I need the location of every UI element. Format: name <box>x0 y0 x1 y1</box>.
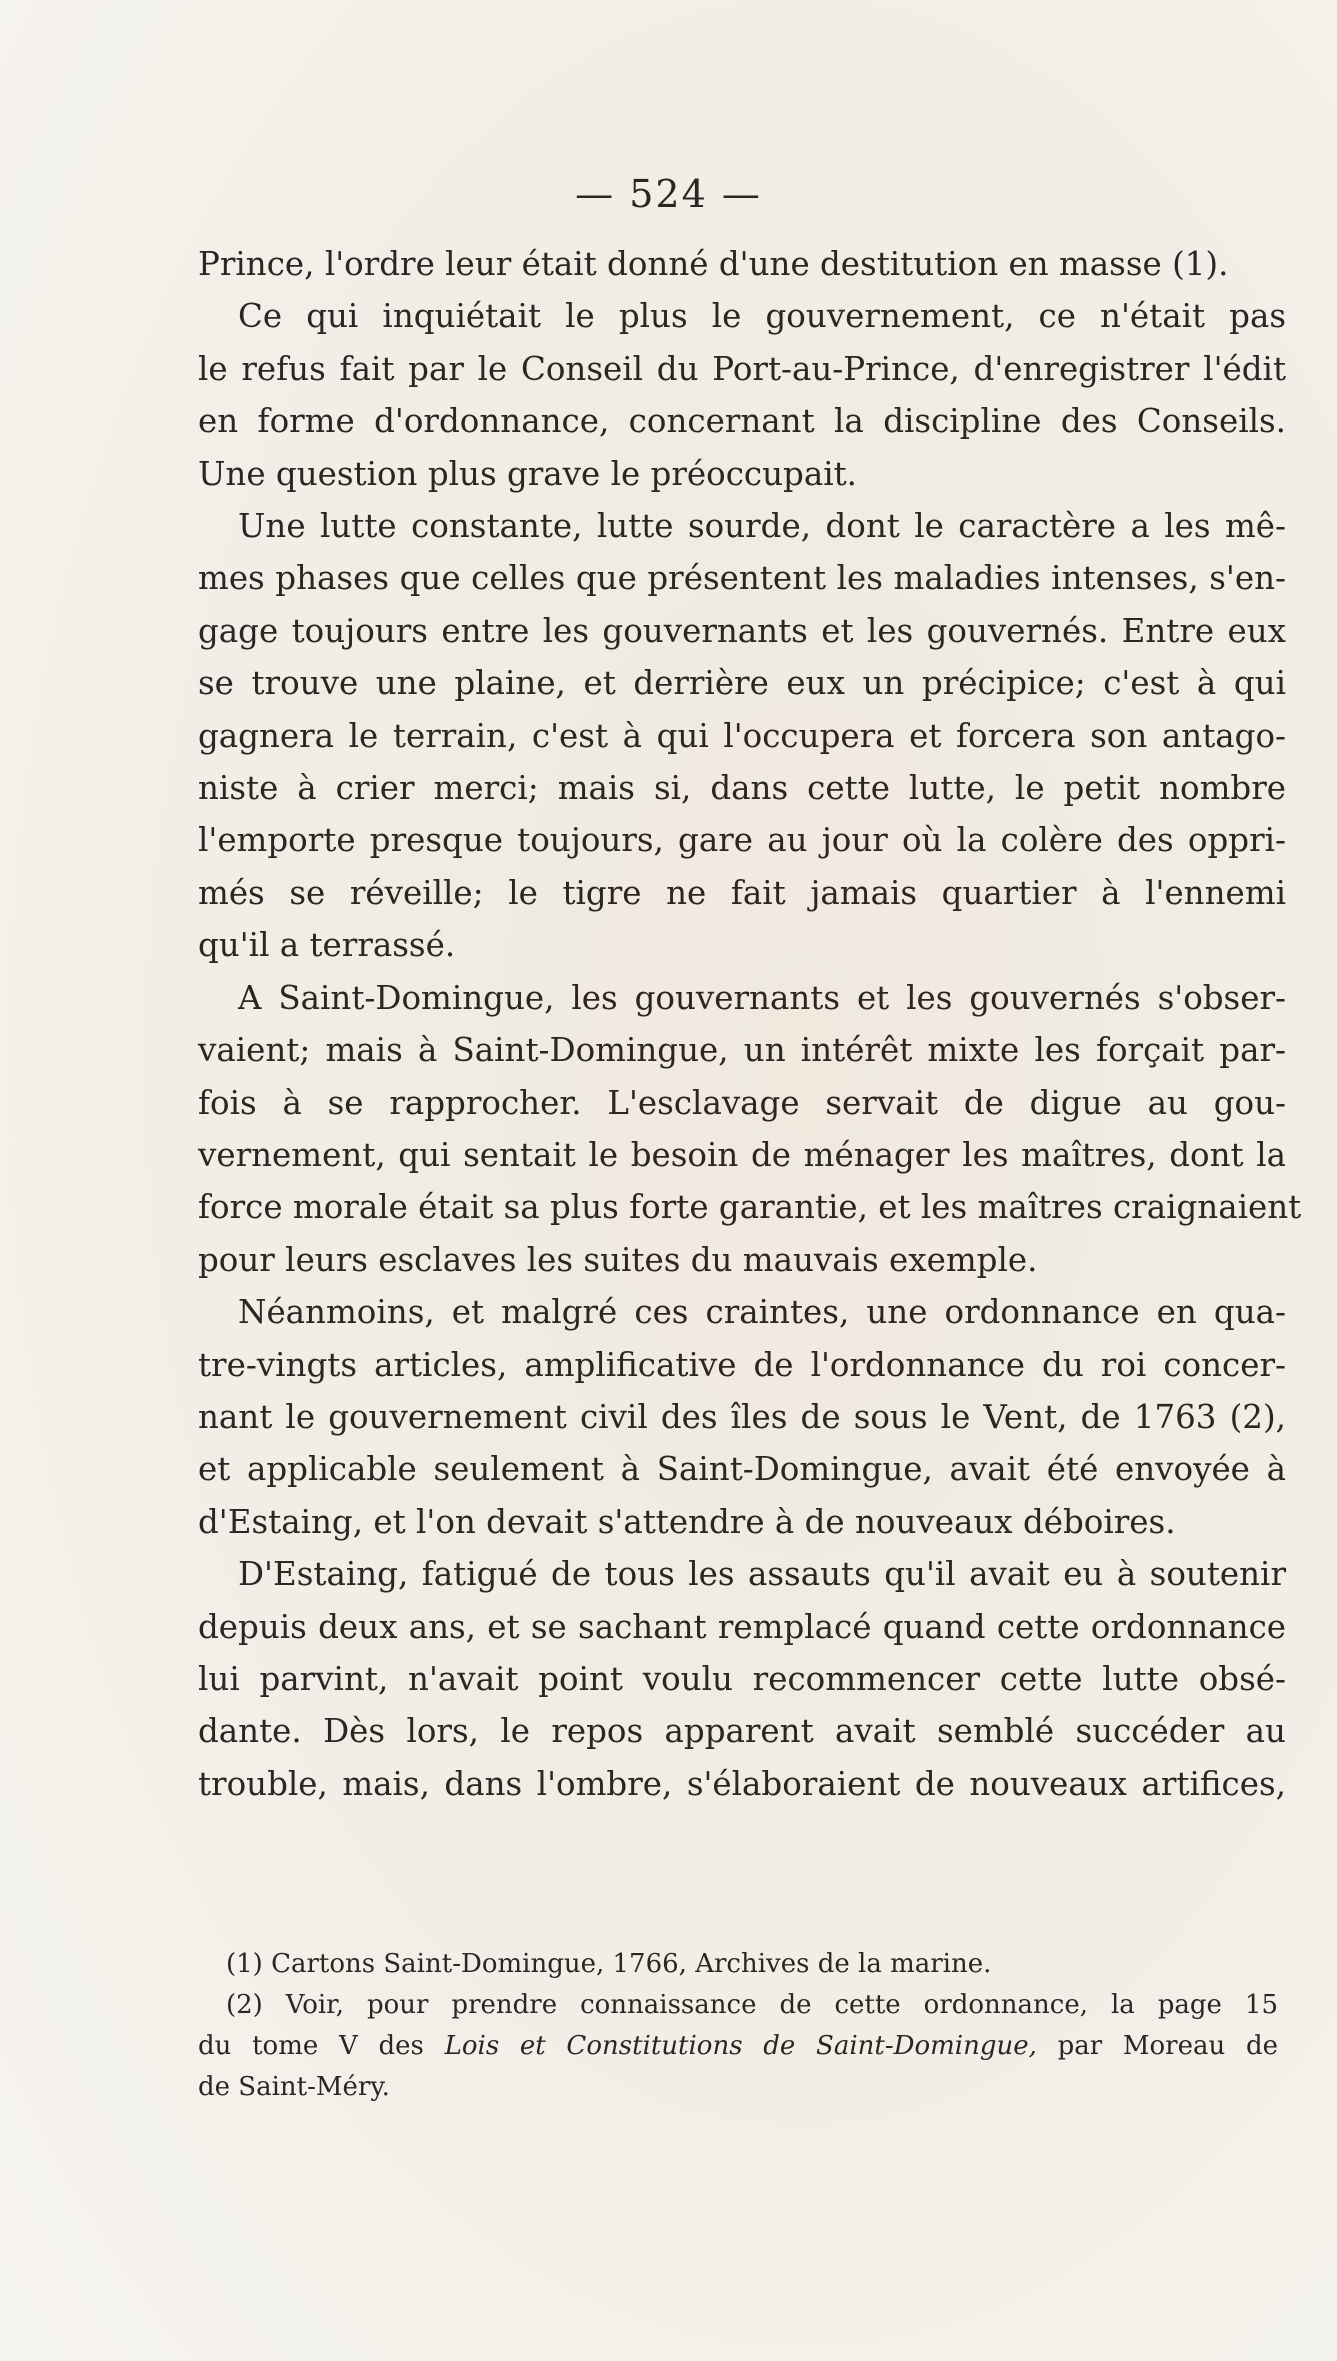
text-line: l'emporte presque toujours, gare au jour où la colère des oppri- <box>198 821 1286 860</box>
text-line: vaient; mais à Saint-Domingue, un intérêt mixte les forçait par- <box>198 1031 1286 1070</box>
footnotes <box>198 1944 1278 2108</box>
footnote-2-title: Lois et Constitutions de Saint-Domingue, <box>444 2031 1037 2061</box>
text-line: D'Estaing, fatigué de tous les assauts qu'il avait eu à soutenir <box>238 1555 1286 1594</box>
text-line: le refus fait par le Conseil du Port-au-Prince, d'enregistrer l'édit <box>198 349 1286 388</box>
text-line: fois à se rapprocher. L'esclavage servait de digue au gou- <box>198 1083 1286 1122</box>
text-line: Une lutte constante, lutte sourde, dont le caractère a les mê- <box>238 507 1286 546</box>
text-line: d'Estaing, et l'on devait s'attendre à de nouveaux déboires. <box>198 1502 1176 1541</box>
text-line: et applicable seulement à Saint-Domingue, avait été envoyée à <box>198 1450 1286 1489</box>
text-line: en forme d'ordonnance, concernant la discipline des Conseils. <box>198 402 1286 441</box>
footnote-2-text-b: par Moreau de <box>1036 2031 1278 2061</box>
text-line: qu'il a terrassé. <box>198 926 456 965</box>
text-line: Prince, l'ordre leur était donné d'une destitution en masse (1). <box>198 245 1229 283</box>
text-line: pour leurs esclaves les suites du mauvais exemple. <box>198 1240 1038 1279</box>
text-line: force morale était sa plus forte garantie, et les maîtres craignaient <box>198 1188 1302 1227</box>
footnote-2-line-1: (2) Voir, pour prendre connaissance de cette ordonnance, la page 15 <box>226 1990 1278 2020</box>
text-line: depuis deux ans, et se sachant remplacé quand cette ordonnance <box>198 1607 1286 1646</box>
text-line: niste à crier merci; mais si, dans cette lutte, le petit nombre <box>198 769 1286 808</box>
footnote-2-line-3: de Saint-Méry. <box>198 2072 390 2102</box>
text-line: gagnera le terrain, c'est à qui l'occupera et forcera son antago- <box>198 716 1286 755</box>
text-line: lui parvint, n'avait point voulu recommencer cette lutte obsé- <box>198 1659 1286 1698</box>
text-line: tre-vingts articles, amplificative de l'ordonnance du roi concer- <box>198 1345 1286 1384</box>
text-line: se trouve une plaine, et derrière eux un précipice; c'est à qui <box>198 664 1286 703</box>
text-line: A Saint-Domingue, les gouvernants et les gouvernés s'obser- <box>238 978 1286 1017</box>
footnote-2-line-2 <box>198 2026 1278 2067</box>
text-line: gage toujours entre les gouvernants et les gouvernés. Entre eux <box>198 611 1286 650</box>
text-line: vernement, qui sentait le besoin de ménager les maîtres, dont la <box>198 1135 1286 1174</box>
text-line: Ce qui inquiétait le plus le gouvernement, ce n'était pas <box>238 297 1286 336</box>
text-line: Néanmoins, et malgré ces craintes, une ordonnance en qua- <box>238 1293 1286 1332</box>
body-text <box>198 238 1302 1810</box>
footnote-1: (1) Cartons Saint-Domingue, 1766, Archives de la marine. <box>226 1949 992 1979</box>
text-line: més se réveille; le tigre ne fait jamais quartier à l'ennemi <box>198 873 1286 912</box>
text-line: nant le gouvernement civil des îles de sous le Vent, de 1763 (2), <box>198 1397 1286 1436</box>
page-number: — 524 — <box>575 172 762 216</box>
text-line: trouble, mais, dans l'ombre, s'élaboraient de nouveaux artifices, <box>198 1764 1286 1803</box>
text-line: dante. Dès lors, le repos apparent avait semblé succéder au <box>198 1712 1286 1751</box>
text-line: mes phases que celles que présentent les maladies intenses, s'en- <box>198 559 1286 598</box>
text-line: Une question plus grave le préoccupait. <box>198 454 857 493</box>
footnote-2-text-a: du tome V des <box>198 2031 445 2061</box>
